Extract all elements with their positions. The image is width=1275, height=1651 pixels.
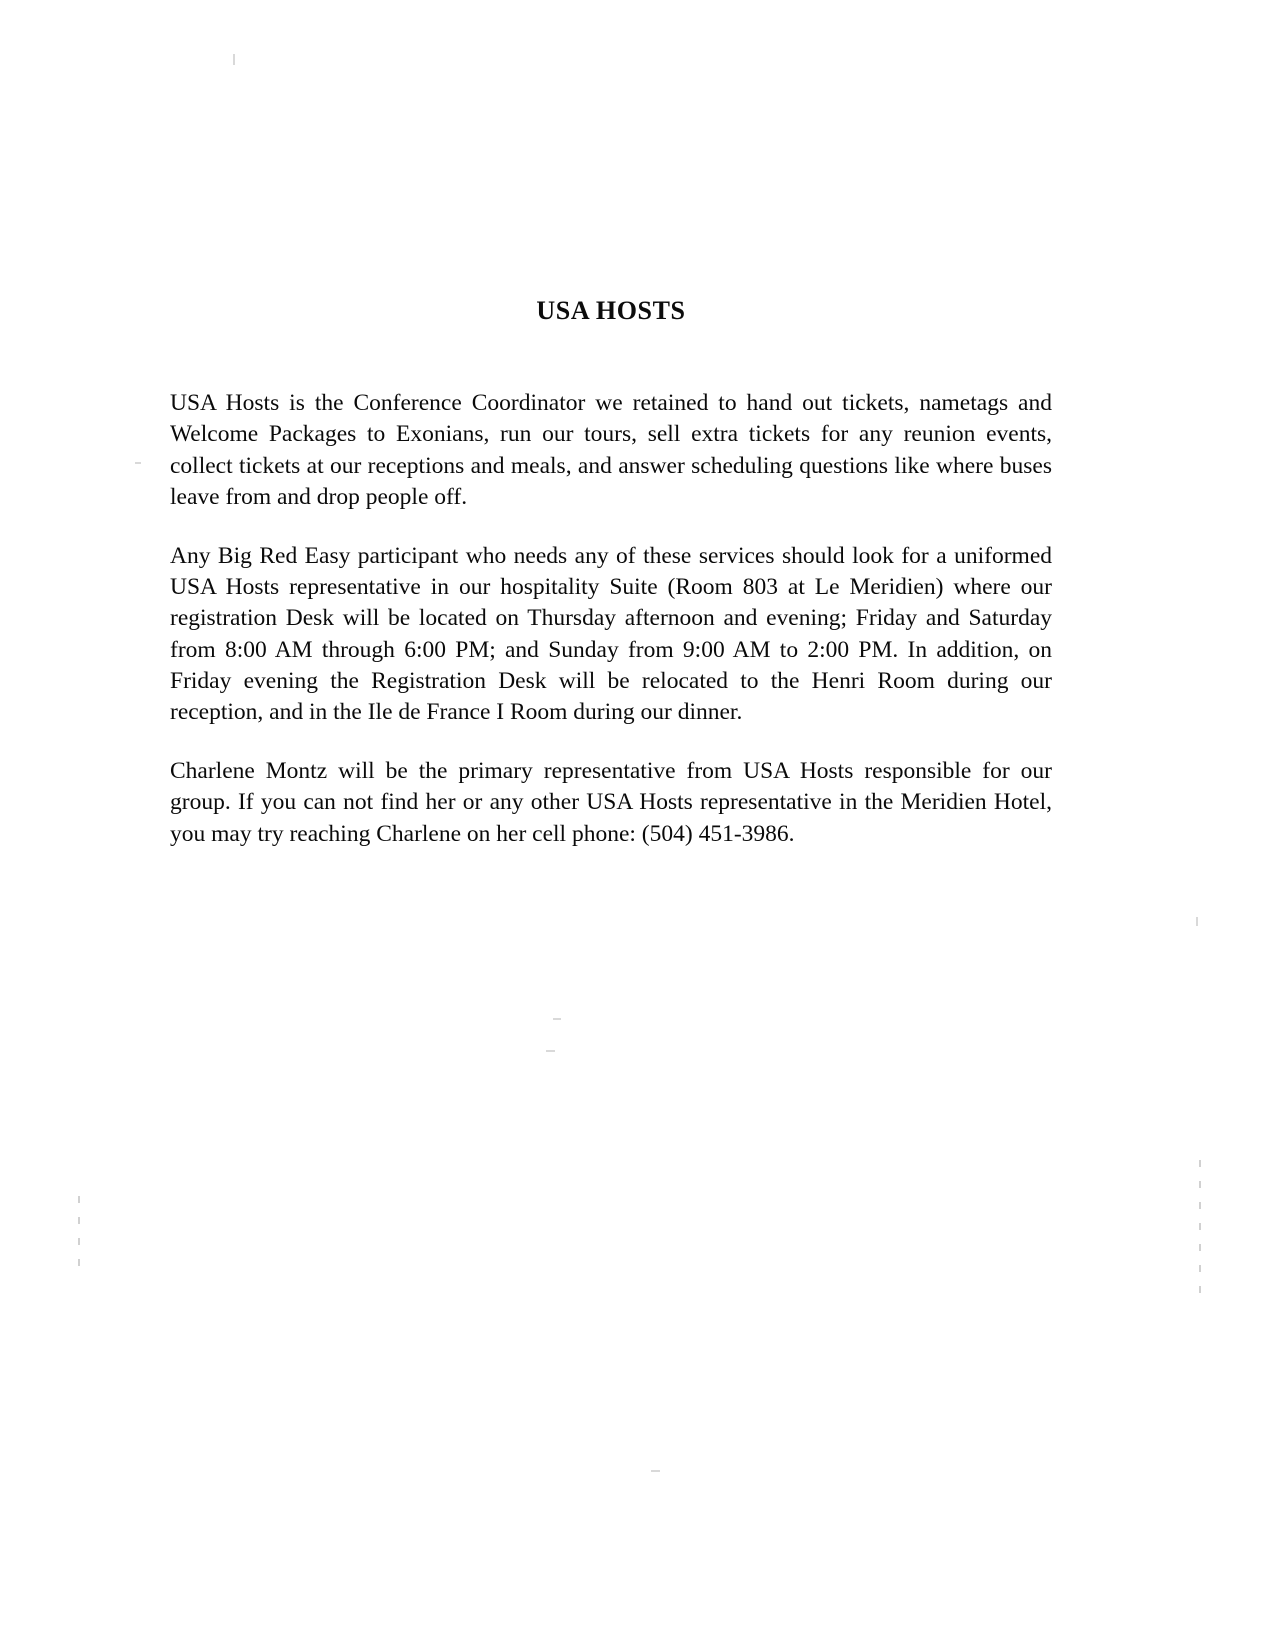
- paragraph-3: Charlene Montz will be the primary representative from USA Hosts responsible for our group. If you can not find her or any other USA Hosts representative in the Meridien Hotel, you may try reaching Charlene on her cell phone: (504) 451-3986.: [170, 758, 1052, 847]
- scan-artifact: [135, 462, 141, 464]
- scan-artifact: [546, 1050, 555, 1052]
- scan-artifact-column: [1199, 1160, 1202, 1307]
- scan-artifact: [651, 1470, 660, 1472]
- scan-artifact: [1196, 917, 1198, 926]
- scan-artifact: [233, 54, 235, 65]
- scan-artifact-column: [78, 1196, 81, 1280]
- scan-artifact: [553, 1018, 561, 1020]
- paragraph-2: Any Big Red Easy participant who needs any of these services should look for a uniformed USA Hosts representative in our hospitality Suite (Room 803 at Le Meridien) where our registration Desk will be located on Thursday afternoon and evening; Friday and Saturday from 8:00 AM through 6:00 PM; and Sunday from 9:00 AM to 2:00 PM. In addition, on Friday evening the Registration Desk will be relocated to the Henri Room during our reception, and in the Ile de France I Room during our dinner.: [170, 543, 1052, 726]
- document-body: [170, 295, 1052, 850]
- page-title: USA HOSTS: [536, 296, 686, 325]
- paragraph-1: USA Hosts is the Conference Coordinator we retained to hand out tickets, nametags and Welcome Packages to Exonians, run our tours, sell extra tickets for any reunion events, collect tickets at our receptions and meals, and answer scheduling questions like where buses leave from and drop people off.: [170, 390, 1052, 510]
